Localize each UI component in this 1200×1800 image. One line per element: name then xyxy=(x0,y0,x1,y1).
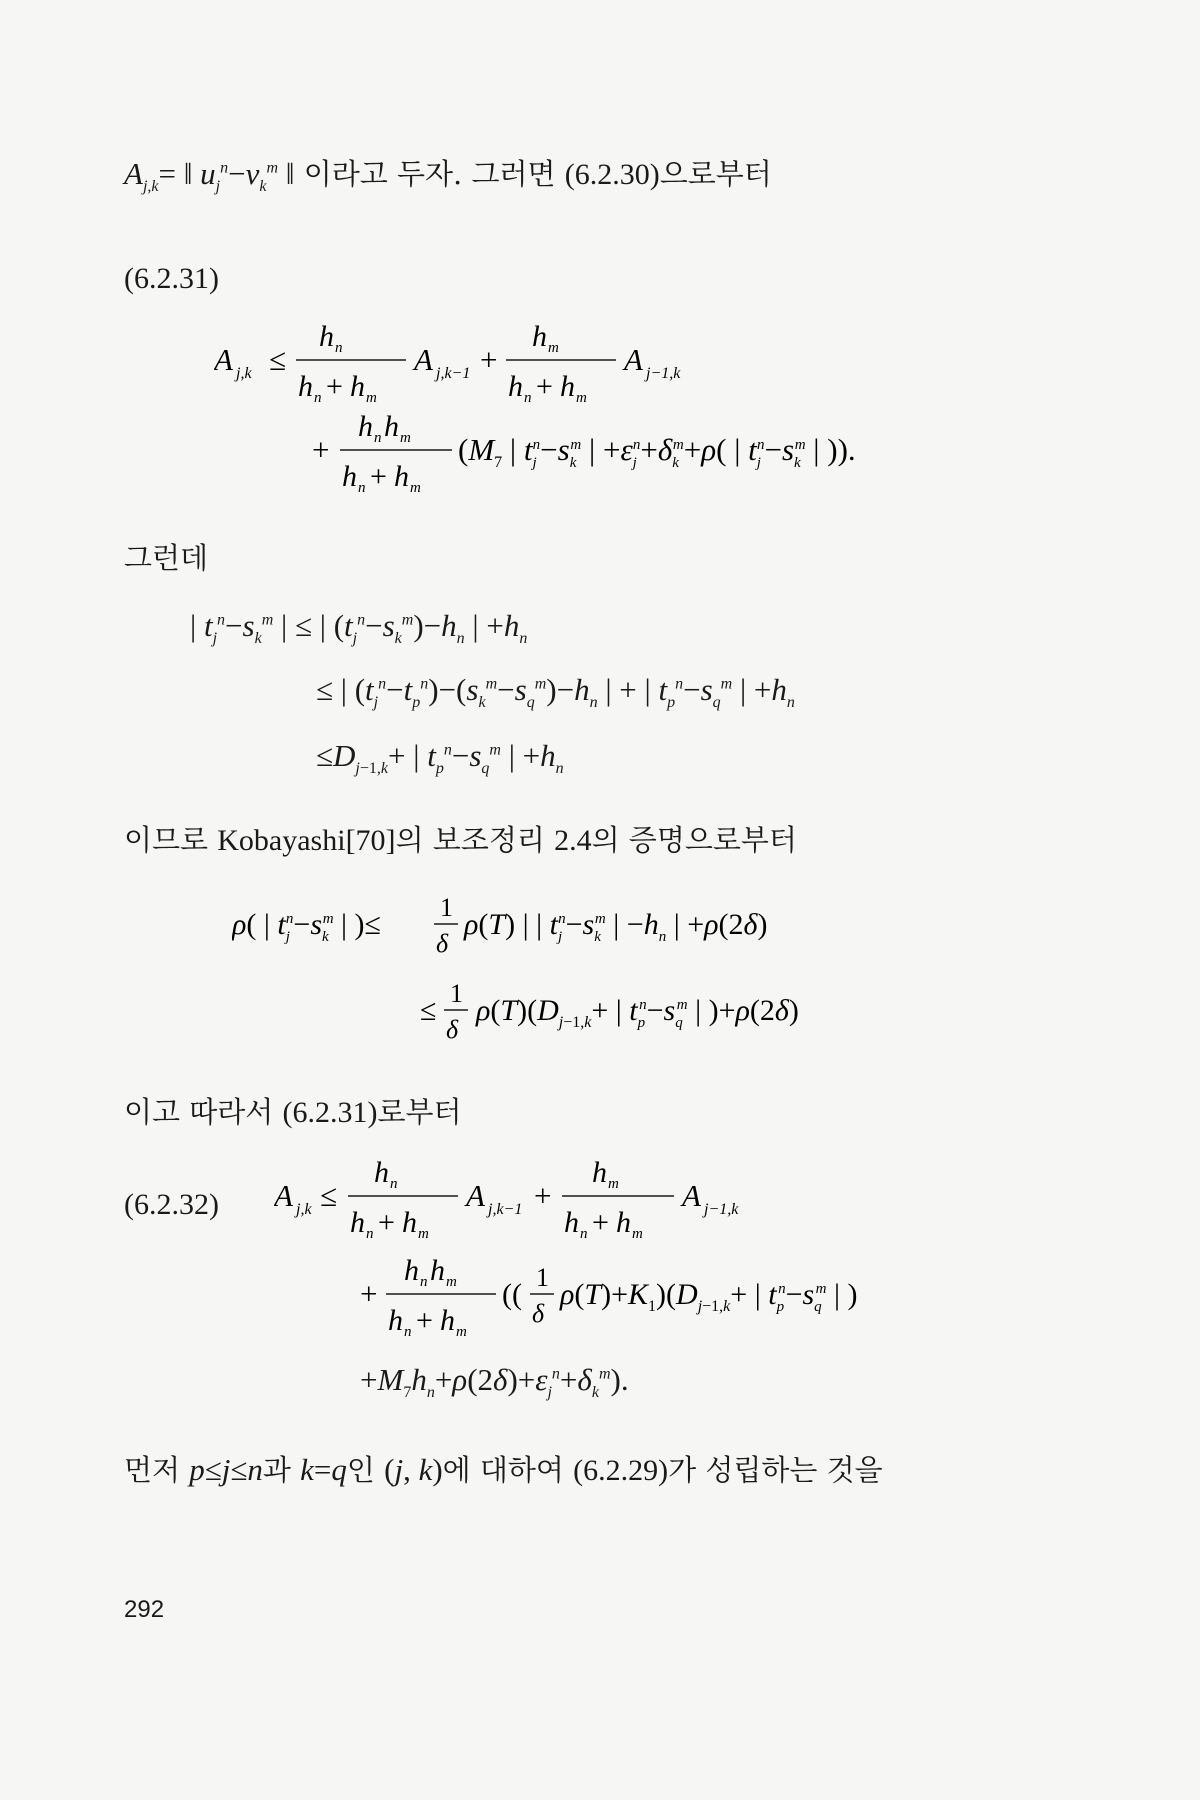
formula-svg xyxy=(232,884,952,970)
svg-text:+: + xyxy=(534,1178,552,1213)
equation-number: (6.2.32) xyxy=(124,1188,219,1221)
svg-text:h: h xyxy=(384,410,399,443)
svg-text:+: + xyxy=(312,432,330,467)
equation-line xyxy=(360,1252,1040,1350)
svg-text:n: n xyxy=(404,1324,412,1340)
svg-text:j,k: j,k xyxy=(236,365,252,382)
svg-text:n: n xyxy=(390,1176,398,1192)
text-line: $A_{j,k}=$ ‖ $u_j^n-v_k^m$ ‖ 이라고 두자. 그러면 (6.2.30)으로부터 xyxy=(124,156,772,196)
equation-line: ≤ | $(t_j^n-t_p^n)-(s_k^m-s_q^m)-h_n$ | + | $t_p^n-s_q^m$ | $+h_n$ xyxy=(316,672,795,712)
svg-text:(M7 | tjn−skm | +εjn+δkm+ρ( |: ($M_7$ | $t_jn-s_km$ | $+\varepsilon_jn+\delta_km+\rho$( | $t_jn-s_km$ | )). xyxy=(458,432,856,471)
svg-text:+: + xyxy=(326,370,343,403)
svg-text:h: h xyxy=(350,370,365,403)
svg-text:≤: ≤ xyxy=(320,1178,338,1213)
svg-text:A: A xyxy=(682,1178,701,1213)
svg-text:m: m xyxy=(576,390,587,406)
svg-text:ρ(T)(Dj−1,k+ | tpn−sqm | )+ρ(2: $\rho(T)(D_{j-1,k}+$ | $t_pn-s_qm$ | )+ρ(2δ) xyxy=(476,994,799,1031)
svg-text:h: h xyxy=(358,410,373,443)
svg-text:h: h xyxy=(532,320,547,353)
svg-text:A: A xyxy=(214,342,233,377)
equation-line xyxy=(214,318,774,416)
formula-svg xyxy=(420,970,980,1056)
svg-text:+: + xyxy=(360,1276,378,1311)
svg-text:m: m xyxy=(632,1226,643,1242)
svg-text:h: h xyxy=(404,1254,419,1287)
equation-line xyxy=(312,408,1032,506)
svg-text:m: m xyxy=(446,1274,457,1290)
svg-text:h: h xyxy=(430,1254,445,1287)
svg-text:h: h xyxy=(374,1156,389,1189)
svg-text:δ: δ xyxy=(446,1015,459,1044)
svg-text:h: h xyxy=(319,320,334,353)
formula-svg xyxy=(274,1154,834,1244)
svg-text:j,k−1: j,k−1 xyxy=(488,1201,523,1218)
svg-text:n: n xyxy=(580,1226,588,1242)
svg-text:m: m xyxy=(366,390,377,406)
equation-line xyxy=(232,884,952,978)
svg-text:δ: δ xyxy=(532,1299,545,1328)
svg-text:h: h xyxy=(508,370,523,403)
svg-text:m: m xyxy=(456,1324,467,1340)
svg-text:ρ(T)+K1)(Dj−1,k+ | tpn−sqm | ): $\rho(T)+K_1)(D_{j-1,k}+$ | $t_pn-s_qm$ | ) xyxy=(560,1278,858,1315)
svg-text:j−1,k: j−1,k xyxy=(704,1201,739,1218)
svg-text:+: + xyxy=(416,1304,433,1337)
svg-text:n: n xyxy=(366,1226,374,1242)
svg-text:m: m xyxy=(410,480,421,496)
svg-text:h: h xyxy=(394,460,409,493)
svg-text:h: h xyxy=(342,460,357,493)
svg-text:h: h xyxy=(402,1206,417,1239)
svg-text:+: + xyxy=(536,370,553,403)
svg-text:1: 1 xyxy=(450,979,463,1008)
svg-text:+: + xyxy=(378,1206,395,1239)
svg-text:j−1,k: j−1,k xyxy=(646,365,681,382)
svg-text:m: m xyxy=(418,1226,429,1242)
svg-text:≤: ≤ xyxy=(269,342,287,377)
equation-line xyxy=(274,1154,834,1252)
svg-text:≤: ≤ xyxy=(420,994,437,1027)
svg-text:h: h xyxy=(298,370,313,403)
svg-text:((: (( xyxy=(502,1278,522,1311)
svg-text:m: m xyxy=(608,1176,619,1192)
text-line: 먼저 p≤j≤n과 k=q인 (j, k)에 대하여 (6.2.29)가 성립하는 것을 xyxy=(124,1452,883,1487)
svg-text:n: n xyxy=(335,340,343,356)
svg-text:A: A xyxy=(466,1178,485,1213)
svg-text:A: A xyxy=(274,1178,293,1213)
svg-text:1: 1 xyxy=(536,1263,549,1292)
svg-text:n: n xyxy=(420,1274,428,1290)
svg-text:ρ( | tjn−skm | )≤: ρ( | $t_jn-s_km$ | )≤ xyxy=(232,908,382,945)
equation-line: $\le D_{j-1,k}+$ | $t_p^n-s_q^m$ | $+h_n$ xyxy=(316,738,564,778)
equation-number: (6.2.31) xyxy=(124,262,219,295)
svg-text:δ: δ xyxy=(436,929,449,958)
svg-text:m: m xyxy=(548,340,559,356)
svg-text:+: + xyxy=(592,1206,609,1239)
formula-svg xyxy=(214,318,774,408)
svg-text:j,k: j,k xyxy=(296,1201,312,1218)
svg-text:ρ(T) | | tjn−skm | −hn | +ρ(2δ: ρ(T) | | $t_jn-s_km$ | $-h_n$ | +ρ(2δ) xyxy=(464,908,768,945)
text-line: 그런데 xyxy=(124,541,209,575)
svg-text:n: n xyxy=(358,480,366,496)
svg-text:n: n xyxy=(524,390,532,406)
svg-text:h: h xyxy=(560,370,575,403)
svg-text:+: + xyxy=(480,342,498,377)
formula-svg xyxy=(312,408,1032,498)
svg-text:A: A xyxy=(624,342,643,377)
svg-text:h: h xyxy=(440,1304,455,1337)
svg-text:h: h xyxy=(564,1206,579,1239)
equation-line: | $t_j^n-s_k^m$ | ≤ | $(t_j^n-s_k^m)-h_n$ | $+h_n$ xyxy=(190,608,528,648)
svg-text:n: n xyxy=(314,390,322,406)
equation-line: $+M_7h_n+\rho(2\delta)+\varepsilon_j^n+\delta_k^m$). xyxy=(360,1362,629,1402)
text-line: 이고 따라서 (6.2.31)로부터 xyxy=(124,1095,462,1129)
svg-text:j,k−1: j,k−1 xyxy=(436,365,471,382)
formula-svg xyxy=(360,1252,1040,1342)
svg-text:n: n xyxy=(374,430,382,446)
svg-text:h: h xyxy=(350,1206,365,1239)
svg-text:+: + xyxy=(370,460,387,493)
equation-line xyxy=(420,970,980,1064)
svg-text:m: m xyxy=(400,430,411,446)
page-number: 292 xyxy=(124,1596,165,1623)
svg-text:h: h xyxy=(616,1206,631,1239)
svg-text:A: A xyxy=(414,342,433,377)
svg-text:h: h xyxy=(388,1304,403,1337)
text-line: 이므로 Kobayashi[70]의 보조정리 2.4의 증명으로부터 xyxy=(124,823,797,857)
svg-text:1: 1 xyxy=(440,893,453,922)
svg-text:h: h xyxy=(592,1156,607,1189)
